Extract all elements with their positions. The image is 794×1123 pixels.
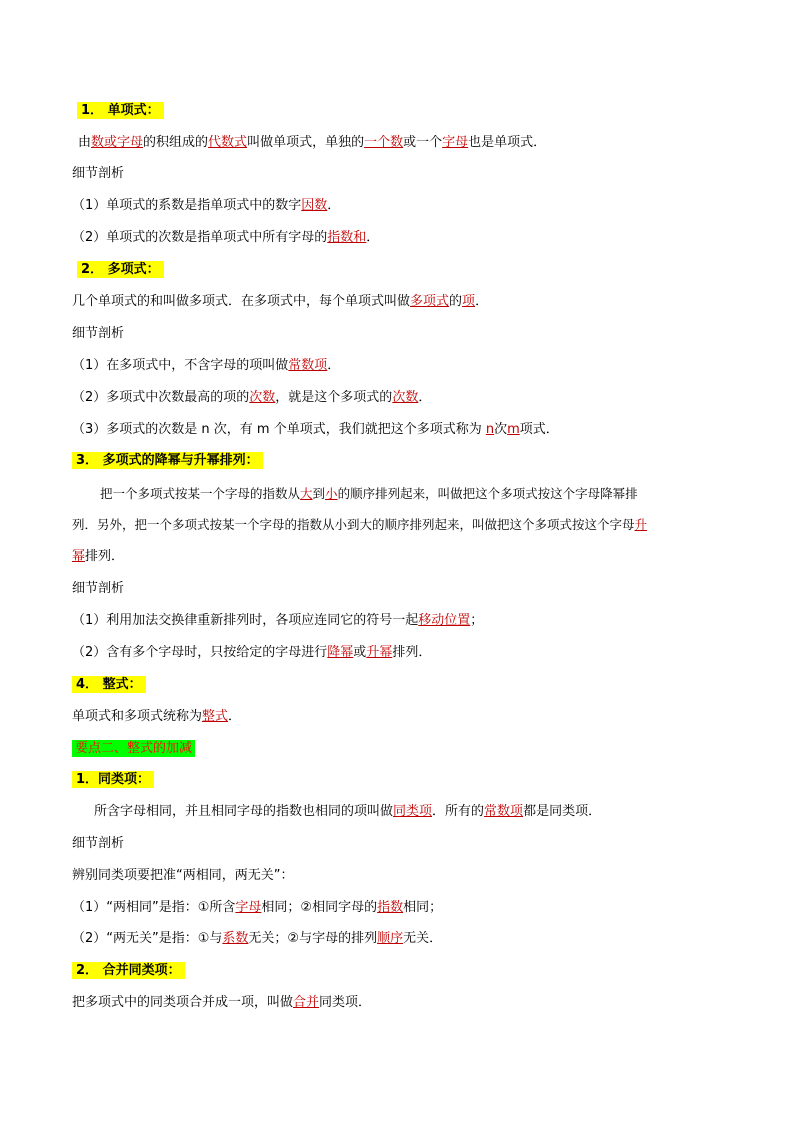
text: 无关；②与字母的排列 — [248, 931, 378, 946]
polynomial-point-2 — [72, 389, 431, 407]
text: ． — [366, 230, 380, 245]
text: （2）“两无关”是指：①与 — [72, 931, 223, 946]
answer: 升 — [634, 517, 648, 532]
text: （3）多项式的次数是 n 次，有 m 个单项式，我们就把这个多项式称为 — [72, 422, 486, 437]
answer: 幂 — [72, 549, 86, 564]
text: 相同； — [403, 900, 443, 915]
detail-label: 细节剖析 — [72, 581, 125, 596]
section-heading-combine-like-terms — [72, 962, 185, 980]
like-terms-definition — [94, 803, 601, 821]
text: 相同；②相同字母的 — [261, 900, 378, 915]
monomial-point-1 — [72, 197, 340, 215]
answer: 字母 — [235, 900, 262, 915]
text: （1）“两相同”是指：①所含 — [72, 900, 236, 915]
like-terms-intro: 辨别同类项要把准“两相同，两无关”： — [72, 868, 294, 883]
section-heading-monomial — [77, 102, 164, 120]
text: 项式． — [519, 422, 559, 437]
heading-text: 2． 合并同类项： — [72, 962, 185, 979]
answer: 升幂 — [366, 645, 393, 660]
ordering-point-2 — [72, 644, 431, 662]
text: （1）单项式的系数是指单项式中的数字 — [72, 198, 302, 213]
answer: 顺序 — [377, 931, 404, 946]
answer: 数或字母 — [91, 135, 144, 150]
text: （2）含有多个字母时，只按给定的字母进行 — [72, 645, 328, 660]
detail-label: 细节剖析 — [72, 326, 125, 341]
text: 同类项． — [319, 995, 372, 1010]
text: 排列． — [85, 549, 125, 564]
topic-heading — [72, 740, 195, 758]
text: （2）单项式的次数是指单项式中所有字母的 — [72, 230, 328, 245]
heading-text: 1．同类项： — [72, 771, 154, 788]
text: ．所有的 — [432, 804, 485, 819]
text: 都是同类项． — [523, 804, 602, 819]
answer: m — [507, 422, 520, 437]
text: 的 — [449, 294, 463, 309]
combine-like-terms-definition — [72, 994, 371, 1012]
like-terms-point-1 — [72, 899, 442, 917]
answer: n — [485, 422, 495, 437]
monomial-definition — [78, 134, 546, 152]
answer: 系数 — [222, 931, 249, 946]
text: 叫做单项式，单独的 — [247, 135, 365, 150]
text: 几个单项式的和叫做多项式．在多项式中，每个单项式叫做 — [72, 294, 411, 309]
section-heading-ordering — [72, 452, 263, 470]
answer: 常数项 — [484, 804, 524, 819]
text: 把一个多项式按某一个字母的指数从 — [100, 486, 301, 501]
detail-label: 细节剖析 — [72, 836, 125, 851]
text: （2）多项式中次数最高的项的 — [72, 390, 250, 405]
answer: 常数项 — [288, 358, 328, 373]
text: 或 — [353, 645, 367, 660]
heading-text: 3． 多项式的降幂与升幂排列： — [72, 452, 263, 469]
text: 无关． — [403, 931, 443, 946]
section-heading-polynomial — [77, 261, 164, 279]
like-terms-point-2 — [72, 930, 442, 948]
answer: 多项式 — [410, 294, 450, 309]
topic-heading-text: 要点二、整式的加减 — [72, 740, 195, 757]
integral-expression-definition — [72, 708, 241, 726]
answer: 因数 — [301, 198, 328, 213]
polynomial-point-1 — [72, 357, 340, 375]
text: 的积组成的 — [143, 135, 209, 150]
text: 单项式和多项式统称为 — [72, 709, 203, 724]
text: （1）利用加法交换律重新排列时，各项应连同它的符号一起 — [72, 613, 419, 628]
answer: 一个数 — [364, 135, 404, 150]
ordering-paragraph-line-2 — [72, 516, 647, 534]
answer: 整式 — [202, 709, 229, 724]
heading-text: 4． 整式： — [72, 676, 146, 693]
heading-text: 2． 多项式： — [77, 261, 164, 278]
text: ． — [327, 358, 341, 373]
answer: 项 — [462, 294, 476, 309]
ordering-paragraph-line-1 — [100, 485, 638, 503]
text: 排列． — [392, 645, 432, 660]
polynomial-definition — [72, 293, 488, 311]
text: 次 — [494, 422, 508, 437]
text: 到 — [312, 486, 326, 501]
answer: 次数 — [249, 390, 276, 405]
answer: 指数 — [377, 900, 404, 915]
text: 把多项式中的同类项合并成一项，叫做 — [72, 995, 294, 1010]
answer: 降幂 — [327, 645, 354, 660]
text: ． — [228, 709, 242, 724]
ordering-paragraph-line-3 — [72, 548, 124, 566]
answer: 小 — [325, 486, 338, 501]
heading-text: 1． 单项式： — [77, 102, 164, 119]
answer: 字母 — [442, 135, 469, 150]
text: 由 — [78, 135, 92, 150]
text: 列．另外，把一个多项式按某一个字母的指数从小到大的顺序排列起来，叫做把这个多项式按这个字母 — [72, 517, 635, 532]
monomial-point-2 — [72, 229, 379, 247]
text: 或一个 — [403, 135, 443, 150]
answer: 同类项 — [393, 804, 433, 819]
answer: 代数式 — [208, 135, 248, 150]
text: 所含字母相同，并且相同字母的指数也相同的项叫做 — [94, 804, 394, 819]
section-heading-integral-expression — [72, 676, 146, 694]
answer: 次数 — [392, 390, 419, 405]
text: 的顺序排列起来，叫做把这个多项式按这个字母降幂排 — [337, 486, 638, 501]
ordering-point-1 — [72, 612, 483, 630]
answer: 指数和 — [327, 230, 367, 245]
text: ． — [418, 390, 432, 405]
text: ； — [470, 613, 484, 628]
answer: 合并 — [293, 995, 320, 1010]
answer: 移动位置 — [418, 613, 471, 628]
detail-label: 细节剖析 — [72, 166, 125, 181]
text: ． — [475, 294, 489, 309]
text: （1）在多项式中，不含字母的项叫做 — [72, 358, 289, 373]
answer: 大 — [300, 486, 313, 501]
text: 也是单项式． — [468, 135, 547, 150]
polynomial-point-3 — [72, 421, 559, 439]
text: ． — [327, 198, 341, 213]
section-heading-like-terms — [72, 771, 154, 789]
text: ，就是这个多项式的 — [275, 390, 393, 405]
